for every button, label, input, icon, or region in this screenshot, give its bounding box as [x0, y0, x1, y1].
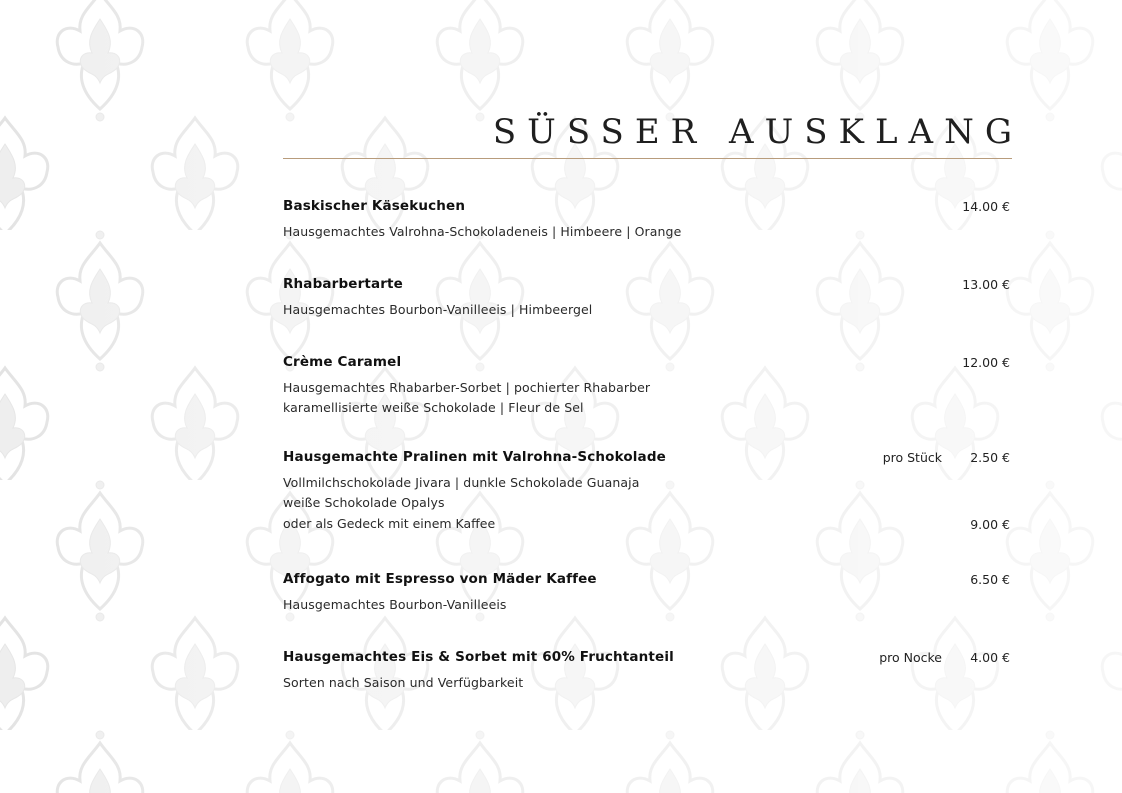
menu-item-price: 13.00 €	[962, 277, 1010, 292]
menu-item-unit: pro Stück	[882, 450, 942, 465]
menu-item-price: 2.50 €	[970, 450, 1010, 465]
menu-item-price: 6.50 €	[970, 572, 1010, 587]
menu-item	[283, 571, 1012, 615]
menu-item	[283, 449, 1012, 536]
menu-item-option	[283, 516, 1012, 536]
page-title: SÜSSER AUSKLANG	[492, 112, 1023, 152]
menu-item	[283, 649, 1012, 693]
menu-item-price: 12.00 €	[962, 355, 1010, 370]
menu-item-option-label: oder als Gedeck mit einem Kaffee	[283, 516, 496, 531]
menu-page	[283, 0, 1023, 793]
menu-item-name: Baskischer Käsekuchen	[283, 198, 466, 214]
menu-item-description: Hausgemachtes Valrohna-Schokoladeneis | Himbeere | Orange	[283, 224, 682, 239]
menu-item	[283, 276, 1012, 320]
menu-item-description: karamellisierte weiße Schokolade | Fleur de Sel	[283, 399, 584, 415]
menu-item-unit: pro Nocke	[879, 650, 942, 665]
menu-item-name: Crème Caramel	[283, 354, 402, 370]
menu-item-description: weiße Schokolade Opalys	[283, 494, 445, 510]
title-divider	[283, 158, 1012, 159]
menu-item-description: Vollmilchschokolade Jivara | dunkle Schokolade Guanaja	[283, 475, 640, 490]
menu-item-price: 4.00 €	[970, 650, 1010, 665]
menu-item-name: Hausgemachte Pralinen mit Valrohna-Schokolade	[283, 449, 666, 465]
menu-item-description: Hausgemachtes Rhabarber-Sorbet | pochierter Rhabarber	[283, 380, 651, 395]
menu-item-option-price: 9.00 €	[970, 517, 1010, 532]
menu-item-name: Hausgemachtes Eis & Sorbet mit 60% Fruchtanteil	[283, 649, 674, 665]
menu-item	[283, 198, 1012, 242]
menu-item-description: Hausgemachtes Bourbon-Vanilleeis | Himbeergel	[283, 302, 593, 317]
menu-item-name: Affogato mit Espresso von Mäder Kaffee	[283, 571, 597, 587]
menu-item-price: 14.00 €	[962, 199, 1010, 214]
menu-item	[283, 354, 1012, 417]
menu-item-name: Rhabarbertarte	[283, 276, 403, 292]
menu-item-description: Hausgemachtes Bourbon-Vanilleeis	[283, 597, 507, 612]
menu-item-description: Sorten nach Saison und Verfügbarkeit	[283, 675, 524, 690]
